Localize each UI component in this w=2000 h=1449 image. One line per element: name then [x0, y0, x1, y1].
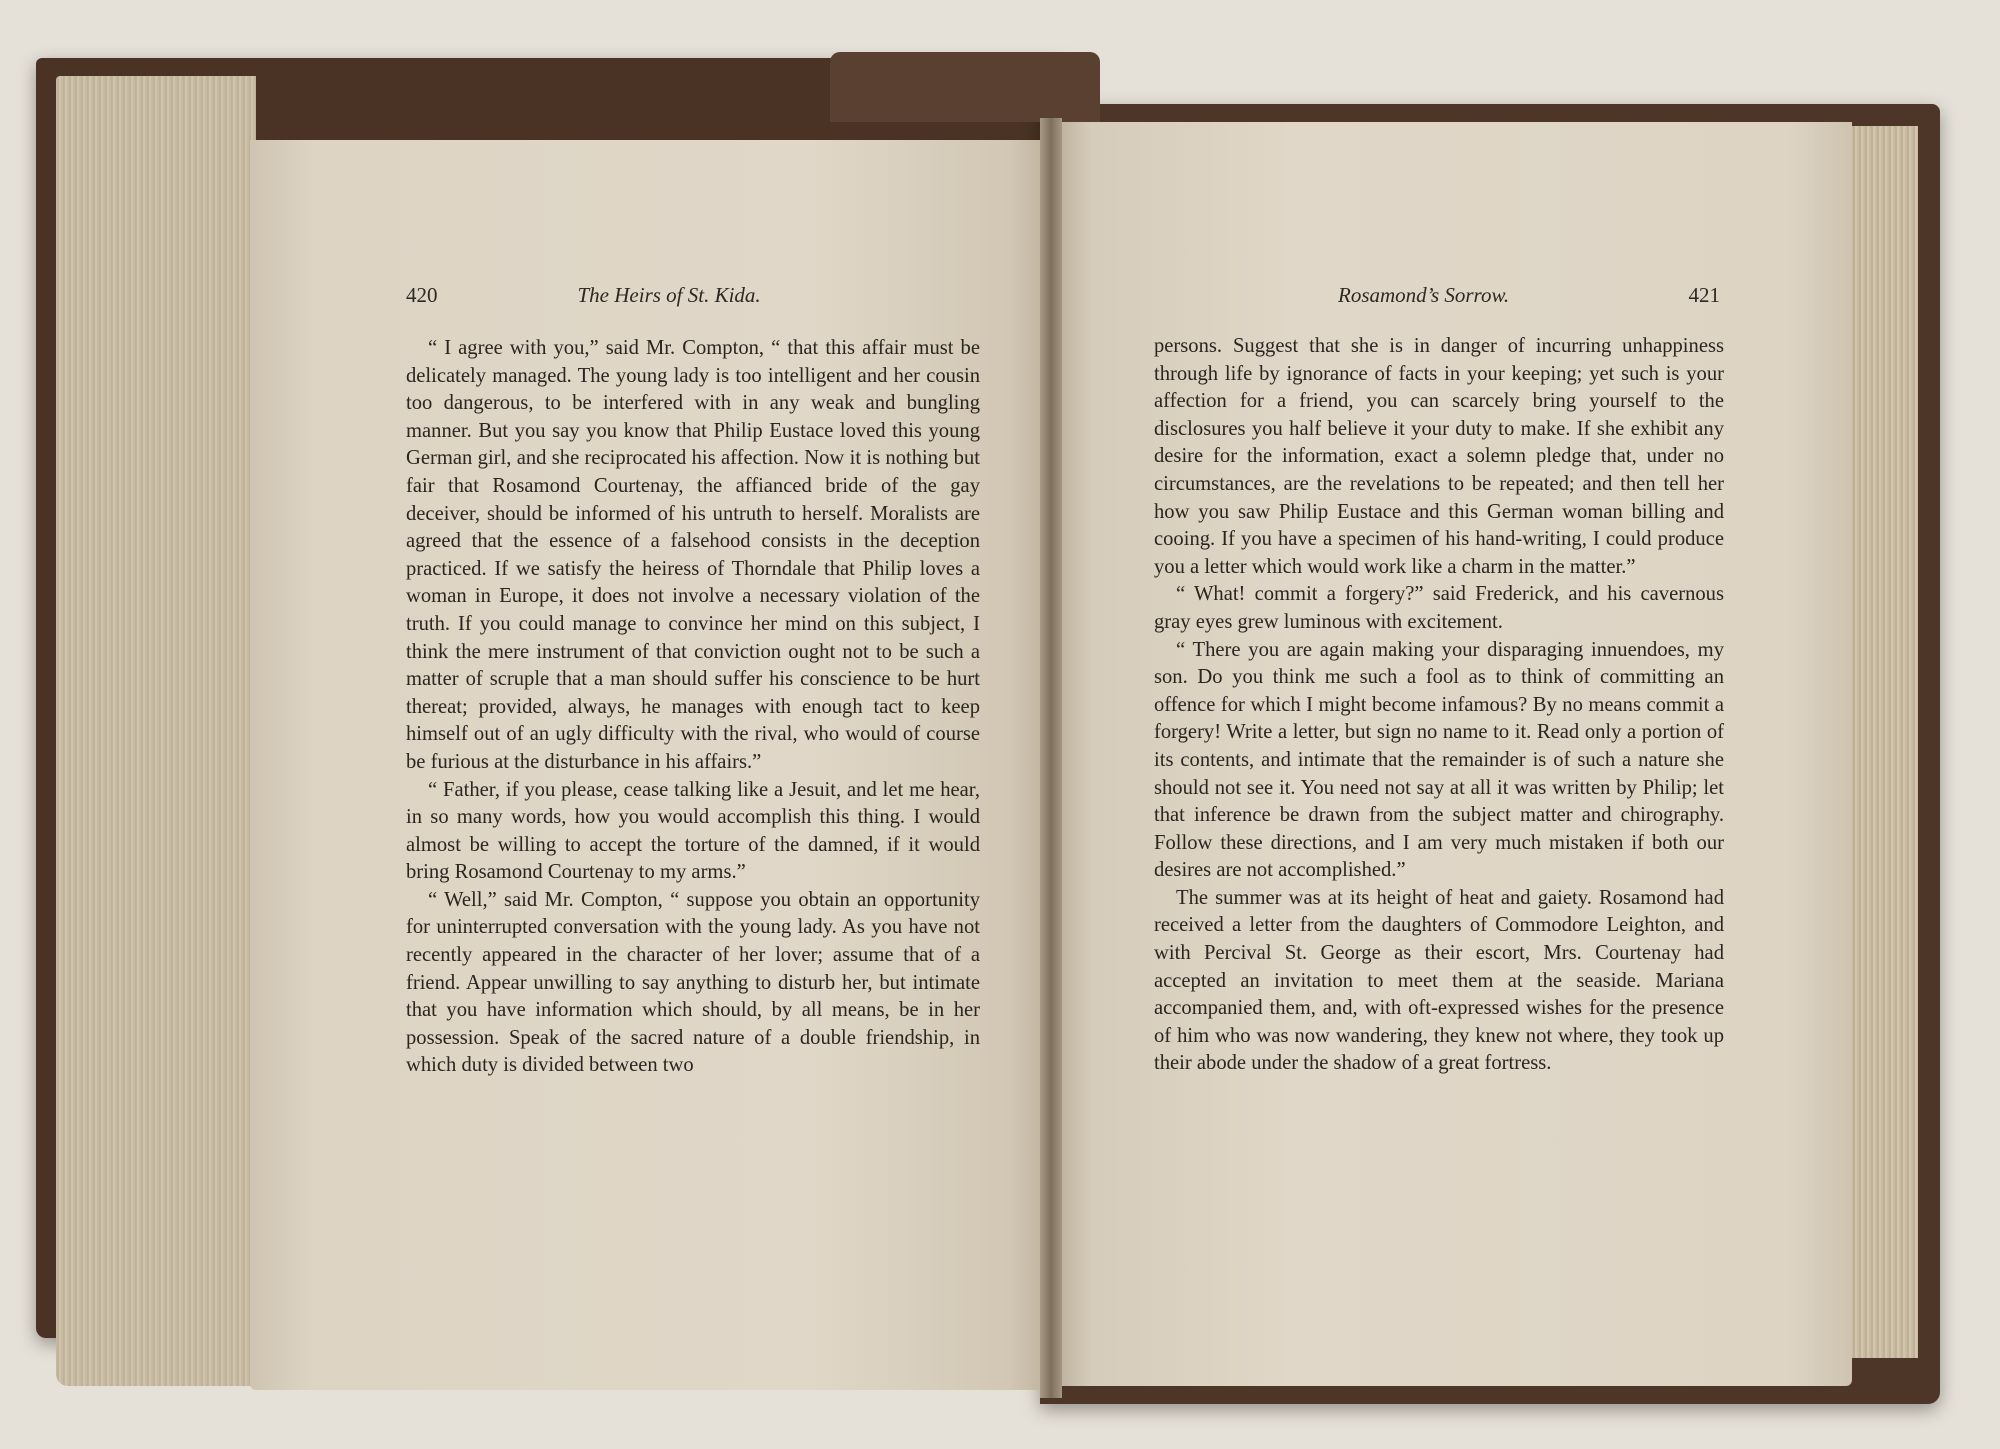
paragraph: “ What! commit a forgery?” said Frederick, and his cavernous gray eyes grew luminous with excitement. [1154, 583, 1724, 633]
left-page-number: 420 [406, 283, 438, 307]
left-running-title: The Heirs of St. Kida. [577, 283, 761, 307]
paragraph: “ Father, if you please, cease talking like a Jesuit, and let me hear, in so many words, how you would accomplish this thing. I would almost be willing to accept the torture of the damned, if it would bring Rosamond Courtenay to my arms.” [406, 778, 980, 884]
right-running-title: Rosamond’s Sorrow. [1338, 283, 1510, 307]
paragraph: “ Well,” said Mr. Compton, “ suppose you obtain an opportunity for uninterrupted conversation with the young lady. As you have not recently appeared in the character of her lover; assume that of a friend. Appear unwilling to say anything to disturb her, but intimate that you have information which should, by all means, be in her possession. Speak of the sacred nature of a double friendship, in which duty is divided between two [406, 888, 980, 1077]
right-running-head [1330, 283, 1720, 308]
right-page-text [1154, 333, 1724, 1078]
continued-paragraph: persons. Suggest that she is in danger of incurring unhappiness through life by ignorance of facts in your keeping; yet such is your affection for a friend, you can scarcely bring yourself to the disclosures you half believe it your duty to make. If she exhibit any desire for the information, exact a solemn pledge that, under no circumstances, are the revelations to be repeated; and then tell her how you saw Philip Eustace and this German woman billing and cooing. If you have a specimen of his hand-writing, I could produce you a letter which would work like a charm in the matter.” [1154, 335, 1724, 578]
right-page-number: 421 [1688, 283, 1720, 307]
paragraph: “ There you are again making your disparaging innuendoes, my son. Do you think me such a fool as to think of committing an offence for which I might become infamous? By no means commit a forgery! Write a letter, but sign no name to it. Read only a portion of its contents, and intimate that the remainder is of such a nature she should not see it. You need not say at all it was written by Philip; let that inference be drawn from the subject matter and chirography. Follow these directions, and I am very much mistaken if both our desires are not accomplished.” [1154, 638, 1724, 882]
paragraph: “ I agree with you,” said Mr. Compton, “ that this affair must be delicately managed. The young lady is too intelligent and her cousin too dangerous, to be interfered with in any weak and bungling manner. But you say you know that Philip Eustace loved this young German girl, and she reciprocated his affection. Now it is nothing but fair that Rosamond Courtenay, the affianced bride of the gay deceiver, should be informed of his untruth to herself. Moralists are agreed that the essence of a falsehood consists in the deception practiced. If we satisfy the heiress of Thorndale that Philip loves a woman in Europe, it does not involve a necessary violation of the truth. If you could manage to convince her mind on this subject, I think the mere instrument of that conviction ought not to be such a matter of scruple that a man should suffer his conscience to be hurt thereat; provided, always, he manages with enough tact to keep himself out of an ugly difficulty with the rival, who would of course be furious at the disturbance in his affairs.” [406, 337, 980, 773]
book-spine [830, 52, 1100, 122]
page-edges-left [56, 76, 256, 1386]
left-running-head [406, 283, 984, 308]
paragraph: The summer was at its height of heat and gaiety. Rosamond had received a letter from the daughters of Commodore Leighton, and with Percival St. George as their escort, Mrs. Courtenay had accepted an invitation to meet them at the seaside. Mariana accompanied them, and, with oft-expressed wishes for the presence of him who was now wandering, they knew not where, they took up their abode under the shadow of a great fortress. [1154, 886, 1724, 1075]
left-page-text [406, 335, 980, 1080]
book-gutter [1040, 118, 1062, 1398]
